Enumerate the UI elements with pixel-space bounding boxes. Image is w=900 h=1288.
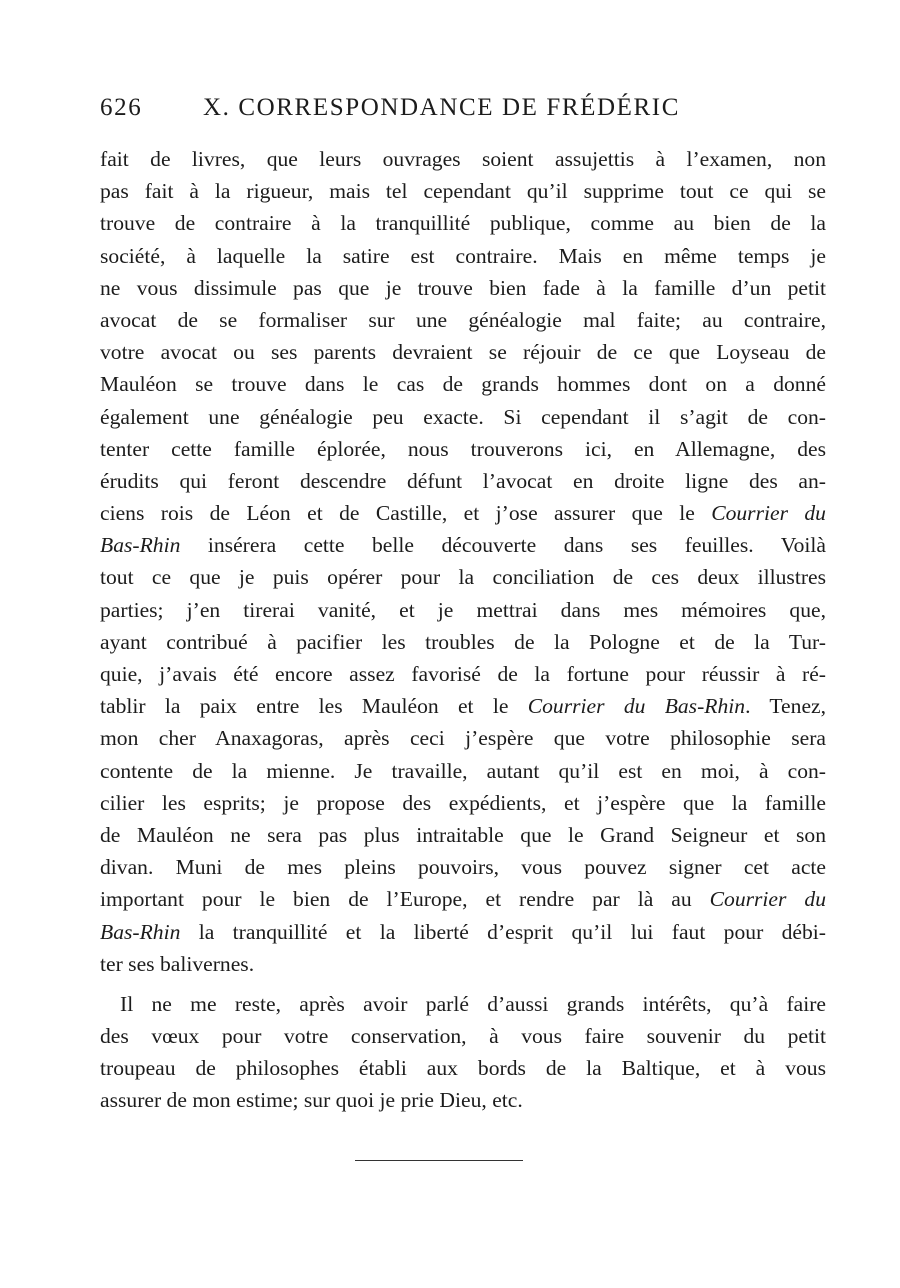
text-line: parties; j’en tirerai vanité, et je mettrai dans mes mémoires que, [100,597,826,622]
running-head: X. CORRESPONDANCE DE FRÉDÉRIC [203,94,681,121]
text-line: de Mauléon ne sera pas plus intraitable que le Grand Seigneur et son [100,822,826,847]
body-text [100,143,826,1117]
text-line: contente de la mienne. Je travaille, autant qu’il est en moi, à con- [100,758,826,783]
text-line: trouve de contraire à la tranquillité publique, comme au bien de la [100,211,826,236]
text-line: fait de livres, que leurs ouvrages soient assujettis à l’examen, non [100,147,826,171]
text-line: assurer de mon estime; sur quoi je prie Dieu, etc. [100,1088,523,1113]
text-line: érudits qui feront descendre défunt l’avocat en droite ligne des an- [100,468,826,493]
italic-title: Bas-Rhin [100,919,181,944]
text-line: des vœux pour votre conservation, à vous faire souvenir du petit [100,1024,826,1049]
italic-title: Bas-Rhin [100,533,181,558]
text-line: également une généalogie peu exacte. Si cependant il s’agit de con- [100,404,826,429]
text-line: votre avocat ou ses parents devraient se réjouir de ce que Loyseau de [100,340,826,365]
closing-rule [355,1160,523,1161]
text-line: Il ne me reste, après avoir parlé d’aussi grands intérêts, qu’à faire [120,991,826,1016]
text-line: important pour le bien de l’Europe, et rendre par là au Courrier du [100,887,826,912]
text-line: Bas-Rhin la tranquillité et la liberté d’esprit qu’il lui faut pour débi- [100,919,826,944]
text-line: divan. Muni de mes pleins pouvoirs, vous pouvez signer cet acte [100,855,826,880]
italic-title: Courrier du Bas-Rhin [527,694,746,719]
text-line: cilier les esprits; je propose des expédients, et j’espère que la famille [100,790,826,815]
paragraph-spacer [100,980,826,988]
text-line: tenter cette famille éplorée, nous trouverons ici, en Allemagne, des [100,436,826,461]
page-number: 626 [100,94,143,121]
page-header [100,94,800,128]
text-line: ter ses balivernes. [100,951,255,976]
italic-title: Courrier du [711,501,826,526]
text-line: quie, j’avais été encore assez favorisé de la fortune pour réussir à ré- [100,662,826,686]
text-line: tablir la paix entre les Mauléon et le Courrier du Bas-Rhin. Tenez, [100,694,827,719]
paragraph [100,143,826,980]
text-line: ne vous dissimule pas que je trouve bien fade à la famille d’un petit [100,275,826,300]
text-line: Bas-Rhin insérera cette belle découverte dans ses feuilles. Voilà [100,533,826,558]
paragraph [100,988,826,1117]
text-line: pas fait à la rigueur, mais tel cependant qu’il supprime tout ce qui se [100,179,826,204]
italic-title: Courrier du [709,887,826,912]
text-line: ayant contribué à pacifier les troubles de la Pologne et de la Tur- [100,629,826,654]
text-line: mon cher Anaxagoras, après ceci j’espère que votre philosophie sera [100,726,826,751]
text-line: société, à laquelle la satire est contraire. Mais en même temps je [100,243,826,268]
text-line: tout ce que je puis opérer pour la conciliation de ces deux illustres [100,565,826,590]
text-line: avocat de se formaliser sur une généalogie mal faite; au contraire, [100,307,826,332]
text-line: ciens rois de Léon et de Castille, et j’ose assurer que le Courrier du [100,501,826,526]
text-line: troupeau de philosophes établi aux bords de la Baltique, et à vous [100,1056,826,1081]
text-line: Mauléon se trouve dans le cas de grands hommes dont on a donné [100,372,826,397]
